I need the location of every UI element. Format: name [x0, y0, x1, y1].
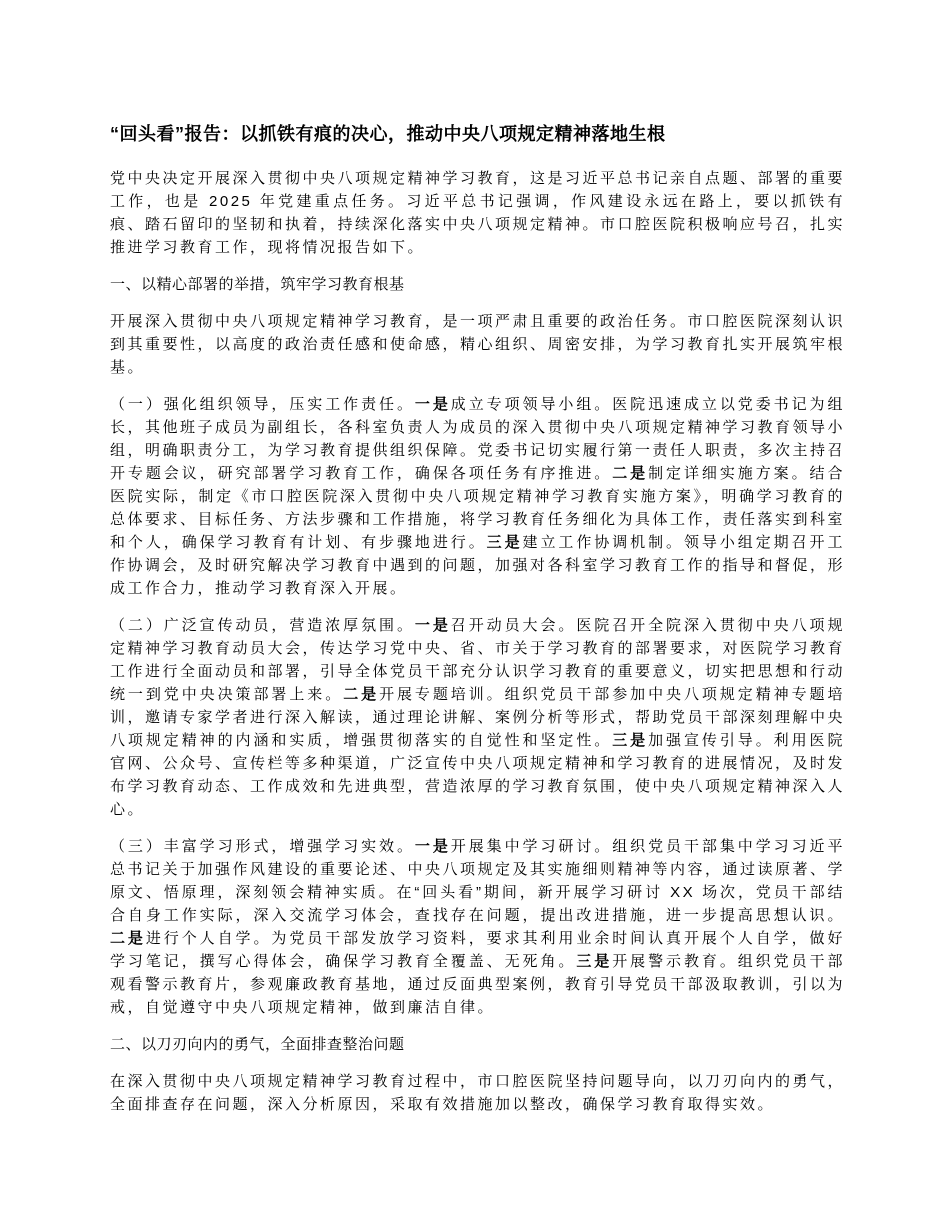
paragraph	[110, 310, 845, 379]
section-heading	[110, 273, 845, 296]
text-run: 二、以刀刃向内的勇气，全面排查整治问题	[110, 1036, 405, 1053]
text-run: 加强宣传引导。利用医院官网、公众号、宣传栏等多种渠道，广泛宣传中央八项规定精神和学习教育的进展情况，及时发布学习教育动态、工作成效和先进典型，营造浓厚的学习教育氛围，使中央八项规定精神深入人心。	[110, 732, 846, 818]
document-body	[110, 167, 845, 1116]
text-run: 开展专题培训。组织党员干部参加中央八项规定精神专题培训，邀请专家学者进行深入解读，通过理论讲解、案例分析等形式，帮助党员干部深刻理解中央八项规定精神的内涵和实质，增强贯彻落实的自觉性和坚定性。	[110, 686, 846, 749]
text-run: 召开动员大会。医院召开全院深入贯彻中央八项规定精神学习教育动员大会，传达学习党中央、省、市关于学习教育的部署要求，对医院学习教育工作进行全面动员和部署，引导全体党员干部充分认识学习教育的重要意义，切实把思想和行动统一到党中央决策部署上来。	[110, 617, 846, 703]
bold-text-run: 一是	[414, 838, 451, 855]
bold-text-run: 一是	[414, 396, 451, 413]
text-run: 制定详细实施方案。结合医院实际，制定《市口腔医院深入贯彻中央八项规定精神学习教育实施方案》，明确学习教育的总体要求、目标任务、方法步骤和工作措施，将学习教育任务细化为具体工作，责任落实到科室和个人，确保学习教育有计划、有步骤地进行。	[110, 465, 846, 551]
document-title: “回头看”报告：以抓铁有痕的决心，推动中央八项规定精神落地生根	[110, 124, 666, 144]
paragraph	[110, 614, 845, 821]
bold-text-run: 二是	[110, 930, 146, 947]
text-run: （二）广泛宣传动员，营造浓厚氛围。	[110, 617, 415, 634]
text-run: 开展深入贯彻中央八项规定精神学习教育，是一项严肃且重要的政治任务。市口腔医院深刻认识到其重要性，以高度的政治责任感和使命感，精心组织、周密安排，为学习教育扎实开展筑牢根基。	[110, 313, 846, 376]
paragraph	[110, 1070, 845, 1116]
text-run: （三）丰富学习形式，增强学习实效。	[110, 838, 415, 855]
bold-text-run: 二是	[343, 686, 380, 703]
section-heading	[110, 1033, 845, 1056]
bold-text-run: 一是	[414, 617, 451, 634]
text-run: 在深入贯彻中央八项规定精神学习教育过程中，市口腔医院坚持问题导向，以刀刃向内的勇气，全面排查存在问题，深入分析原因，采取有效措施加以整改，确保学习教育取得实效。	[110, 1073, 846, 1113]
paragraph	[110, 393, 845, 600]
text-run: 党中央决定开展深入贯彻中央八项规定精神学习教育，这是习近平总书记亲自点题、部署的重要工作，也是 2025 年党建重点任务。习近平总书记强调，作风建设永远在路上，要以抓铁有痕、踏石留印的坚韧和执着，持续深化落实中央八项规定精神。市口腔医院积极响应号召，扎实推进学习教育工作，现将情况报告如下。	[110, 170, 846, 256]
bold-text-run: 三是	[486, 534, 523, 551]
bold-text-run: 二是	[612, 465, 649, 482]
text-run: （一）强化组织领导，压实工作责任。	[110, 396, 415, 413]
paragraph	[110, 835, 845, 1019]
bold-text-run: 三是	[612, 732, 649, 749]
text-run: 开展警示教育。组织党员干部观看警示教育片，参观廉政教育基地，通过反面典型案例，教育引导党员干部汲取教训，引以为戒，自觉遵守中央八项规定精神，做到廉洁自律。	[110, 953, 846, 1016]
bold-text-run: 三是	[576, 953, 613, 970]
text-run: 建立工作协调机制。领导小组定期召开工作协调会，及时研究解决学习教育中遇到的问题，加强对各科室学习教育工作的指导和督促，形成工作合力，推动学习教育深入开展。	[110, 534, 846, 597]
text-run: 一、以精心部署的举措，筑牢学习教育根基	[110, 276, 405, 293]
text-run: 开展集中学习研讨。组织党员干部集中学习习近平总书记关于加强作风建设的重要论述、中央八项规定及其实施细则精神等内容，通过读原著、学原文、悟原理，深刻领会精神实质。在“回头看”期间，新开展学习研讨 XX 场次，党员干部结合自身工作实际，深入交流学习体会，查找存在问题，提出改进措施，进一步提高思想认识。	[110, 838, 846, 924]
text-run: 成立专项领导小组。医院迅速成立以党委书记为组长，其他班子成员为副组长，各科室负责人为成员的深入贯彻中央八项规定精神学习教育领导小组，明确职责分工，为学习教育提供组织保障。党委书记切实履行第一责任人职责，多次主持召开专题会议，研究部署学习教育工作，确保各项任务有序推进。	[110, 396, 846, 482]
text-run: 进行个人自学。为党员干部发放学习资料，要求其利用业余时间认真开展个人自学，做好学习笔记，撰写心得体会，确保学习教育全覆盖、无死角。	[110, 930, 845, 970]
paragraph	[110, 167, 845, 259]
